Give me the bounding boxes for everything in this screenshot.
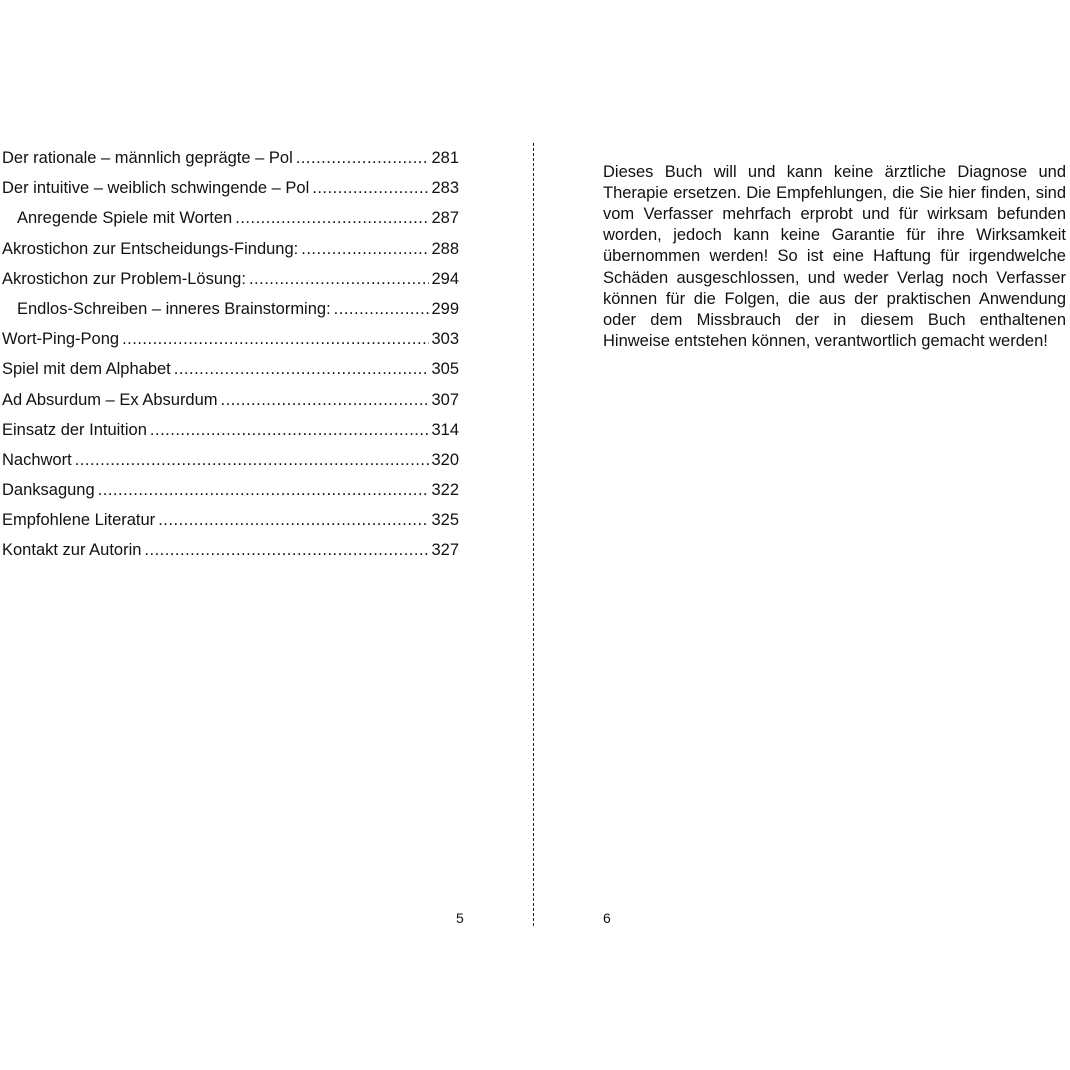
- toc-leader-dots: [296, 143, 430, 173]
- toc-entry-page: 320: [431, 450, 459, 469]
- toc-leader-dots: [235, 203, 429, 233]
- toc-leader-dots: [144, 535, 429, 565]
- disclaimer-text: Dieses Buch will und kann keine ärztliche Diagnose und Therapie ersetzen. Die Empfehlungen, die Sie hier finden, sind vom Verfasser mehrfach erprobt und für wirksam befunden worden, jedoch kann keine Garantie für ihre Wirksamkeit übernommen werden! So ist eine Haftung für irgendwelche Schäden ausgeschlossen, und weder Verlag noch Verfasser können für die Folgen, die aus der praktischen Anwendung oder dem Missbrauch der in diesem Buch enthaltenen Hinweise entstehen können, verantwortlich gemacht werden!: [603, 162, 1066, 351]
- toc-entry: [2, 415, 459, 445]
- toc-entry: [2, 324, 459, 354]
- table-of-contents: [2, 143, 459, 566]
- toc-entry-title: Einsatz der Intuition: [2, 420, 147, 439]
- page-fold-divider: [533, 143, 534, 926]
- toc-entry: [2, 264, 459, 294]
- toc-entry-title: Der rationale – männlich geprägte – Pol: [2, 149, 293, 167]
- toc-entry-page: 314: [431, 420, 459, 439]
- toc-entry-title: Kontakt zur Autorin: [2, 541, 142, 560]
- toc-leader-dots: [301, 234, 429, 264]
- toc-entry-page: 307: [431, 390, 459, 409]
- toc-entry: [2, 445, 459, 475]
- toc-entry-page: 322: [431, 481, 459, 500]
- toc-entry-title: Wort-Ping-Pong: [2, 330, 120, 349]
- toc-entry: [2, 535, 459, 565]
- toc-entry-page: 287: [431, 209, 459, 228]
- toc-leader-dots: [158, 505, 429, 535]
- toc-entry-title: Endlos-Schreiben – inneres Brainstorming:: [17, 299, 331, 318]
- toc-entry: [2, 354, 459, 384]
- toc-leader-dots: [312, 173, 429, 203]
- toc-entry-title: Akrostichon zur Problem-Lösung:: [2, 269, 246, 288]
- toc-entry-title: Akrostichon zur Entscheidungs-Findung:: [2, 239, 299, 258]
- toc-entry-page: 288: [431, 239, 459, 258]
- toc-leader-dots: [334, 294, 430, 324]
- toc-entry: [2, 173, 459, 203]
- toc-entry-page: 294: [431, 269, 459, 288]
- toc-entry-title: Ad Absurdum – Ex Absurdum: [2, 390, 218, 409]
- toc-entry-title: Empfohlene Literatur: [2, 511, 156, 530]
- toc-leader-dots: [174, 354, 430, 384]
- toc-entry-page: 325: [431, 511, 459, 530]
- toc-entry-title: Danksagung: [2, 481, 95, 500]
- toc-entry: [2, 505, 459, 535]
- toc-leader-dots: [249, 264, 430, 294]
- toc-entry-title: Nachwort: [2, 450, 72, 469]
- toc-entry: [2, 234, 459, 264]
- toc-entry-title: Spiel mit dem Alphabet: [2, 360, 171, 379]
- left-page-number: 5: [456, 910, 464, 926]
- right-page-number: 6: [603, 910, 611, 926]
- toc-entry-page: 303: [431, 330, 459, 349]
- toc-entry: [2, 203, 459, 233]
- toc-entry-page: 305: [431, 360, 459, 379]
- toc-leader-dots: [221, 385, 430, 415]
- toc-leader-dots: [150, 415, 430, 445]
- toc-entry: [2, 294, 459, 324]
- toc-entry: [2, 475, 459, 505]
- toc-entry-page: 327: [431, 541, 459, 560]
- toc-entry-page: 281: [431, 149, 459, 167]
- toc-entry: [2, 143, 459, 173]
- toc-entry-page: 283: [431, 179, 459, 198]
- toc-entry: [2, 385, 459, 415]
- toc-leader-dots: [98, 475, 430, 505]
- toc-entry-title: Der intuitive – weiblich schwingende – Pol: [2, 179, 310, 198]
- toc-leader-dots: [75, 445, 430, 475]
- toc-leader-dots: [122, 324, 429, 354]
- toc-entry-title: Anregende Spiele mit Worten: [17, 209, 233, 228]
- toc-entry-page: 299: [431, 299, 459, 318]
